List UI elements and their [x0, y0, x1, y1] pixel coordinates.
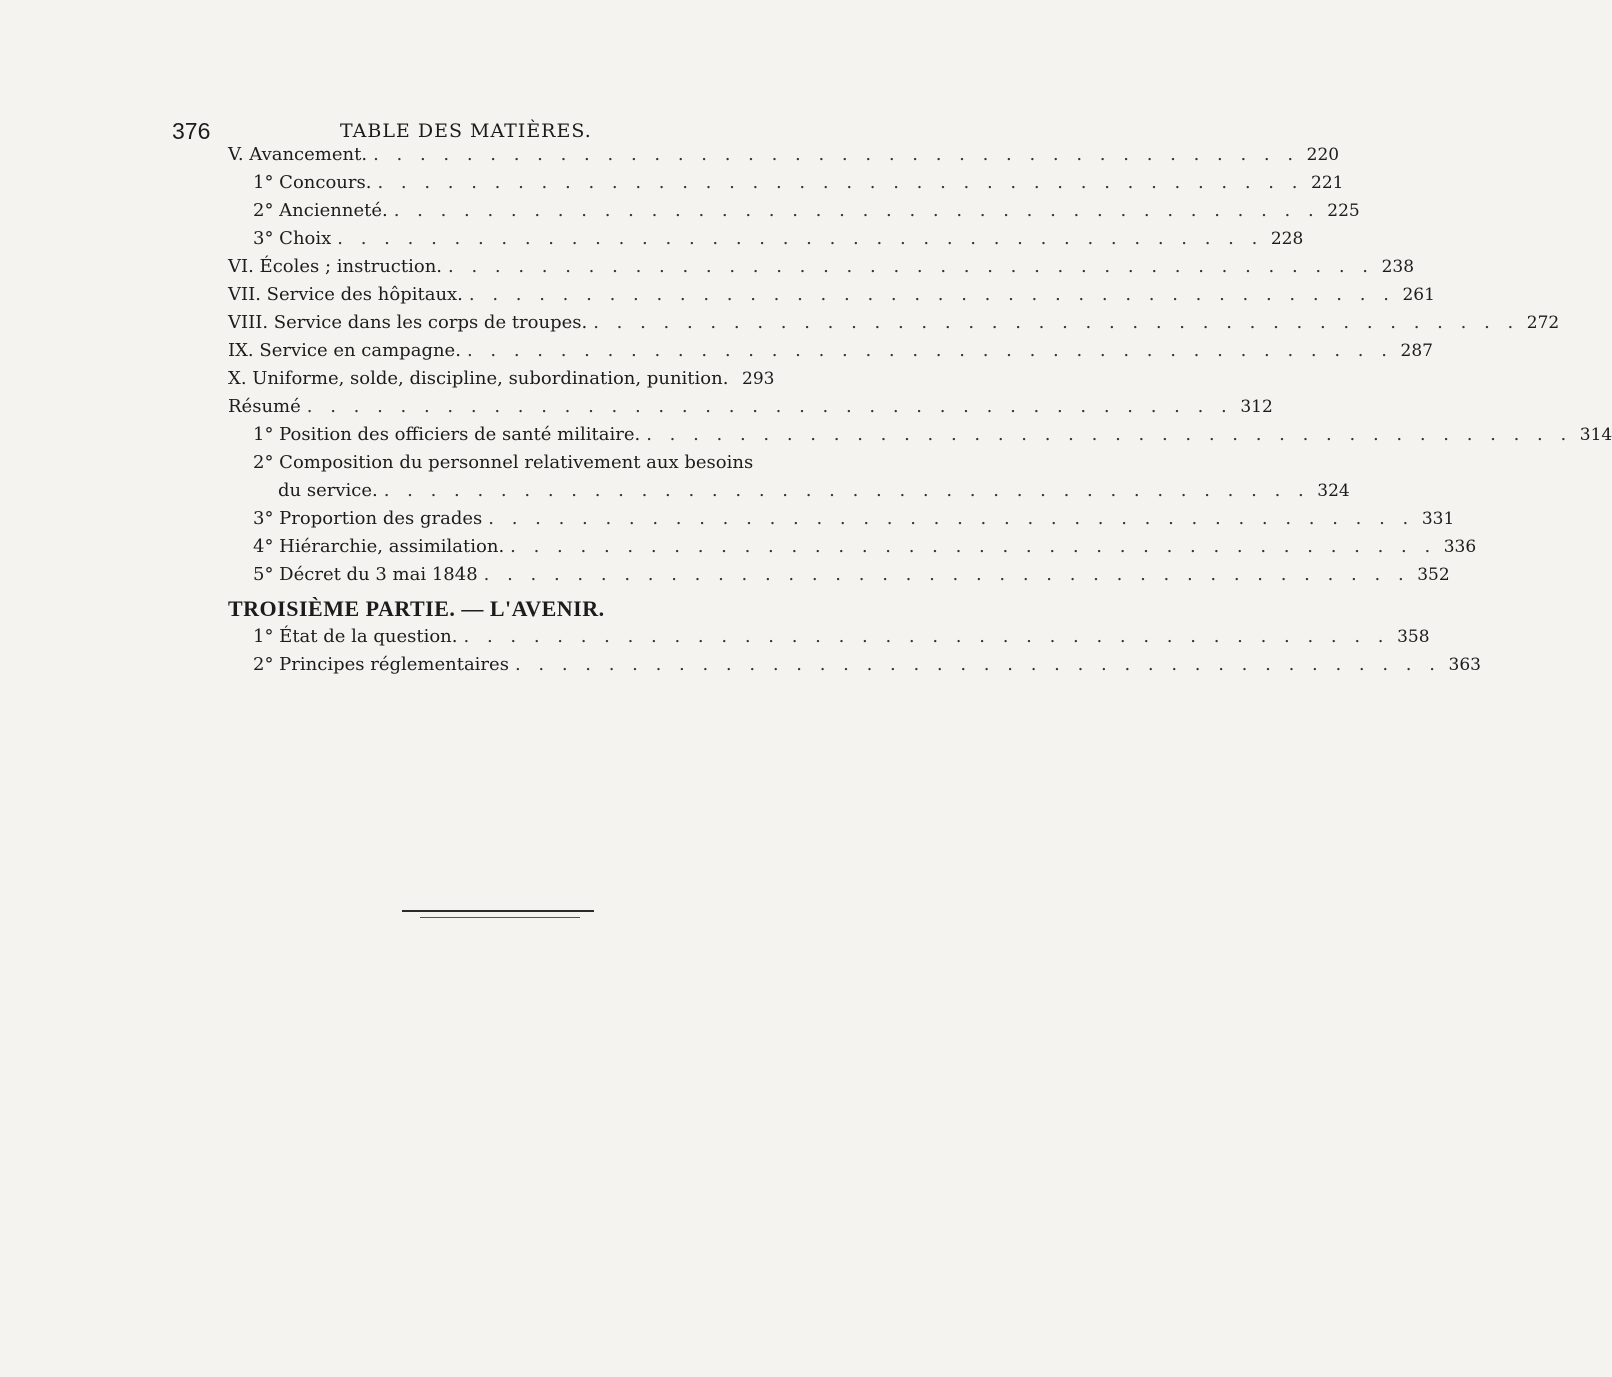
toc-entry-label: Résumé: [228, 396, 301, 417]
dot-leader: . . . . . . . . . . . . . . . . . . . . . . . . . . . . . . . . . . . . . . . .: [448, 256, 1375, 277]
dot-leader: . . . . . . . . . . . . . . . . . . . . . . . . . . . . . . . . . . . . . . . .: [646, 424, 1573, 445]
toc-entry-page: 336: [1443, 537, 1477, 557]
toc-entry-page: 331: [1421, 509, 1455, 529]
toc-entry-label: 2° Ancienneté.: [253, 200, 388, 221]
toc-entry-label: 2° Principes réglementaires: [253, 654, 509, 675]
toc-entry-label: IX. Service en campagne.: [228, 340, 461, 361]
dot-leader: . . . . . . . . . . . . . . . . . . . . . . . . . . . . . . . . . . . . . . . .: [306, 396, 1233, 417]
dot-leader: . . . . . . . . . . . . . . . . . . . . . . . . . . . . . . . . . . . . . . . .: [468, 284, 1395, 305]
toc-entry: [253, 562, 1450, 588]
dot-leader: . . . . . . . . . . . . . . . . . . . . . . . . . . . . . . . . . . . . . . . .: [393, 200, 1320, 221]
toc-entry: [253, 506, 1455, 532]
toc-entry-page: 272: [1526, 313, 1560, 333]
dot-leader: . . . . . . . . . . . . . . . . . . . . . . . . . . . . . . . . . . . . . . . .: [463, 626, 1390, 647]
toc-entry-label: X. Uniforme, solde, discipline, subordination, punition.: [228, 368, 729, 389]
toc-entry-label: 1° État de la question.: [253, 626, 458, 647]
toc-entry-page: 220: [1306, 145, 1340, 165]
bottom-rule-thin: [420, 917, 580, 918]
running-title: TABLE DES MATIÈRES.: [340, 120, 592, 142]
toc-entry-page: 261: [1402, 285, 1435, 305]
toc-entry-label: 1° Concours.: [253, 172, 372, 193]
toc-entry: [253, 198, 1360, 224]
section-heading: TROISIÈME PARTIE. — L'AVENIR.: [228, 596, 605, 621]
toc-entry-page: 225: [1327, 201, 1360, 221]
toc-entry: [228, 282, 1435, 308]
toc-entry: [228, 338, 1433, 364]
page-number: 376: [172, 118, 211, 144]
toc-entry-page: 287: [1400, 341, 1433, 361]
toc-entry-page: 363: [1448, 655, 1481, 675]
dot-leader: . . . . . . . . . . . . . . . . . . . . . . . . . . . . . . . . . . . . . . . .: [466, 340, 1393, 361]
toc-entry-page: 352: [1417, 565, 1450, 585]
toc-entry: [253, 422, 1612, 448]
toc-entry-label: 4° Hiérarchie, assimilation.: [253, 536, 505, 557]
toc-entry-label: 3° Choix: [253, 228, 332, 249]
toc-entry-label: 1° Position des officiers de santé militaire.: [253, 424, 641, 445]
dot-leader: . . . . . . . . . . . . . . . . . . . . . . . . . . . . . . . . . . . . . . . .: [377, 172, 1304, 193]
toc-entry-page: 324: [1317, 481, 1350, 501]
toc-entry-page: 238: [1381, 257, 1415, 277]
dot-leader: . . . . . . . . . . . . . . . . . . . . . . . . . . . . . . . . . . . . . . . .: [488, 508, 1415, 529]
toc-entry: [253, 652, 1481, 678]
dot-leader: . . . . . . . . . . . . . . . . . . . . . . . . . . . . . . . . . . . . . . . .: [514, 654, 1441, 675]
toc-entry: [253, 226, 1304, 252]
toc-entry-page: 314: [1579, 425, 1612, 445]
toc-entry: [228, 254, 1415, 280]
toc-entry: [278, 478, 1350, 504]
toc-entry-label: 5° Décret du 3 mai 1848: [253, 564, 478, 585]
dot-leader: . . . . . . . . . . . . . . . . . . . . . . . . . . . . . . . . . . . . . . . .: [373, 144, 1300, 165]
toc-entry: [253, 534, 1477, 560]
toc-entry: [228, 142, 1340, 168]
toc-entry-label: VI. Écoles ; instruction.: [228, 256, 443, 277]
toc-entry: [253, 450, 768, 476]
toc-entry-label: 3° Proportion des grades: [253, 508, 483, 529]
toc-entry: [253, 624, 1430, 650]
toc-entry-label: 2° Composition du personnel relativement aux besoins: [253, 452, 754, 473]
toc-entry-label: du service.: [278, 480, 378, 501]
dot-leader: . . . . . . . . . . . . . . . . . . . . . . . . . . . . . . . . . . . . . . . .: [593, 312, 1520, 333]
toc-entry: [228, 366, 775, 392]
toc-entry-page: 358: [1397, 627, 1430, 647]
toc-entry-page: 312: [1240, 397, 1273, 417]
toc-entry: [228, 310, 1560, 336]
dot-leader: . . . . . . . . . . . . . . . . . . . . . . . . . . . . . . . . . . . . . . . .: [337, 228, 1264, 249]
toc-entry: [228, 394, 1273, 420]
toc-entry: [253, 170, 1344, 196]
toc-entry-page: 221: [1311, 173, 1344, 193]
dot-leader: . . . . . . . . . . . . . . . . . . . . . . . . . . . . . . . . . . . . . . . .: [510, 536, 1437, 557]
toc-entry-label: VIII. Service dans les corps de troupes.: [228, 312, 588, 333]
toc-entry-label: VII. Service des hôpitaux.: [228, 284, 463, 305]
dot-leader: . . . . . . . . . . . . . . . . . . . . . . . . . . . . . . . . . . . . . . . .: [483, 564, 1410, 585]
toc-entry-label: V. Avancement.: [228, 144, 368, 165]
dot-leader: . . . . . . . . . . . . . . . . . . . . . . . . . . . . . . . . . . . . . . . .: [383, 480, 1310, 501]
toc-entry-page: 293: [742, 369, 775, 389]
toc-entry-page: 228: [1270, 229, 1304, 249]
bottom-rule: [402, 910, 594, 912]
